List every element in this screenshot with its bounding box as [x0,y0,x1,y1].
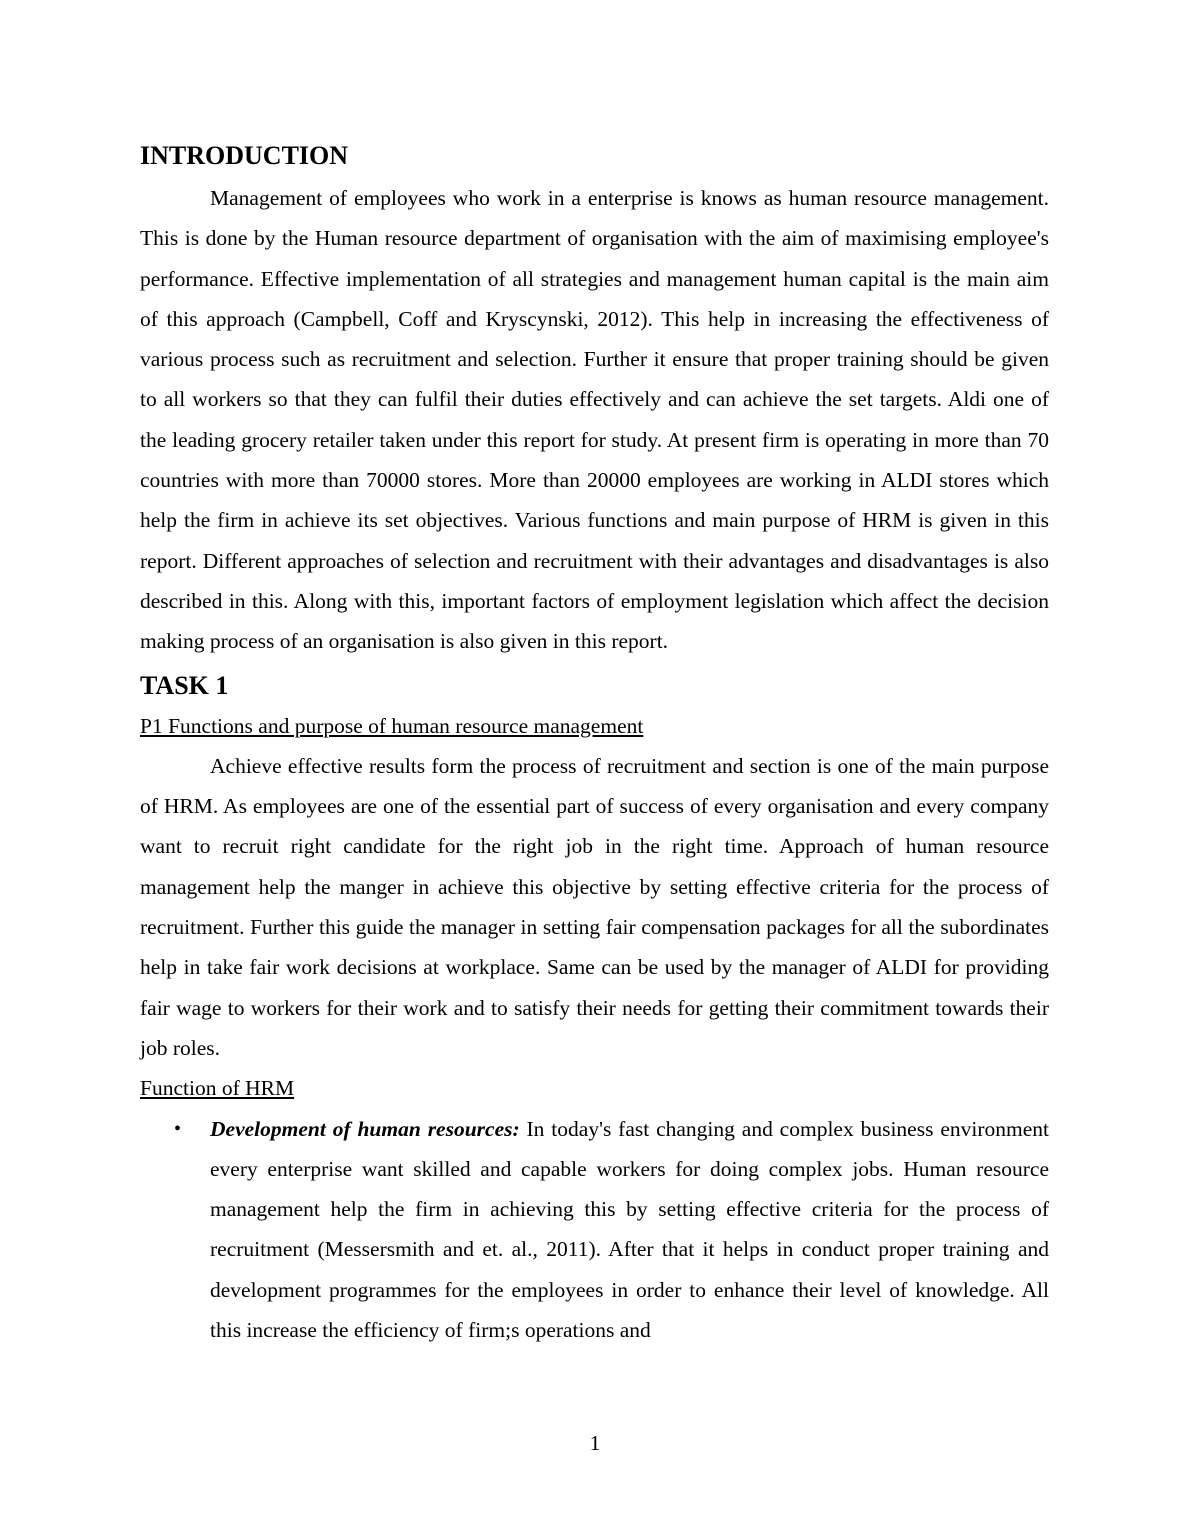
bullet-icon: • [174,1117,182,1140]
function-bullet-list [140,1109,1049,1351]
introduction-heading: INTRODUCTION [140,141,349,170]
page-content [140,138,1049,1350]
function-subheading: Function of HRM [140,1076,295,1101]
list-item [140,1109,1049,1351]
p1-subheading: P1 Functions and purpose of human resource management [140,713,644,738]
p1-paragraph: Achieve effective results form the process of recruitment and section is one of the main purpose of HRM. As employees are one of the essential part of success of every organisation and every company want to recruit right candidate for the right job in the right time. Approach of human resource management help the manger in achieve this objective by setting effective criteria for the process of recruitment. Further this guide the manager in setting fair compensation packages for all the subordinates help in take fair work decisions at workplace. Same can be used by the manager of ALDI for providing fair wage to workers for their work and to satisfy their needs for getting their commitment towards their job roles. [140,753,1049,1060]
page-number: 1 [589,1431,601,1455]
bullet-title: Development of human resources: [210,1116,520,1141]
task-heading: TASK 1 [140,670,229,700]
bullet-text: In today's fast changing and complex business environment every enterprise want skilled and capable workers for doing complex jobs. Human resource management help the firm in achieving this by setting effective criteria for the process of recruitment (Messersmith and et. al., 2011). After that it helps in conduct proper training and development programmes for the employees in order to enhance their level of knowledge. All this increase the efficiency of firm;s operations and [210,1116,1049,1343]
introduction-paragraph: Management of employees who work in a enterprise is knows as human resource management. This is done by the Human resource department of organisation with the aim of maximising employee's performance. Effective implementation of all strategies and management human capital is the main aim of this approach (Campbell, Coff and Kryscynski, 2012). This help in increasing the effectiveness of various process such as recruitment and selection. Further it ensure that proper training should be given to all workers so that they can fulfil their duties effectively and can achieve the set targets. Aldi one of the leading grocery retailer taken under this report for study. At present firm is operating in more than 70 countries with more than 70000 stores. More than 20000 employees are working in ALDI stores which help the firm in achieve its set objectives. Various functions and main purpose of HRM is given in this report. Different approaches of selection and recruitment with their advantages and disadvantages is also described in this. Along with this, important factors of employment legislation which affect the decision making process of an organisation is also given in this report. [140,186,1049,654]
